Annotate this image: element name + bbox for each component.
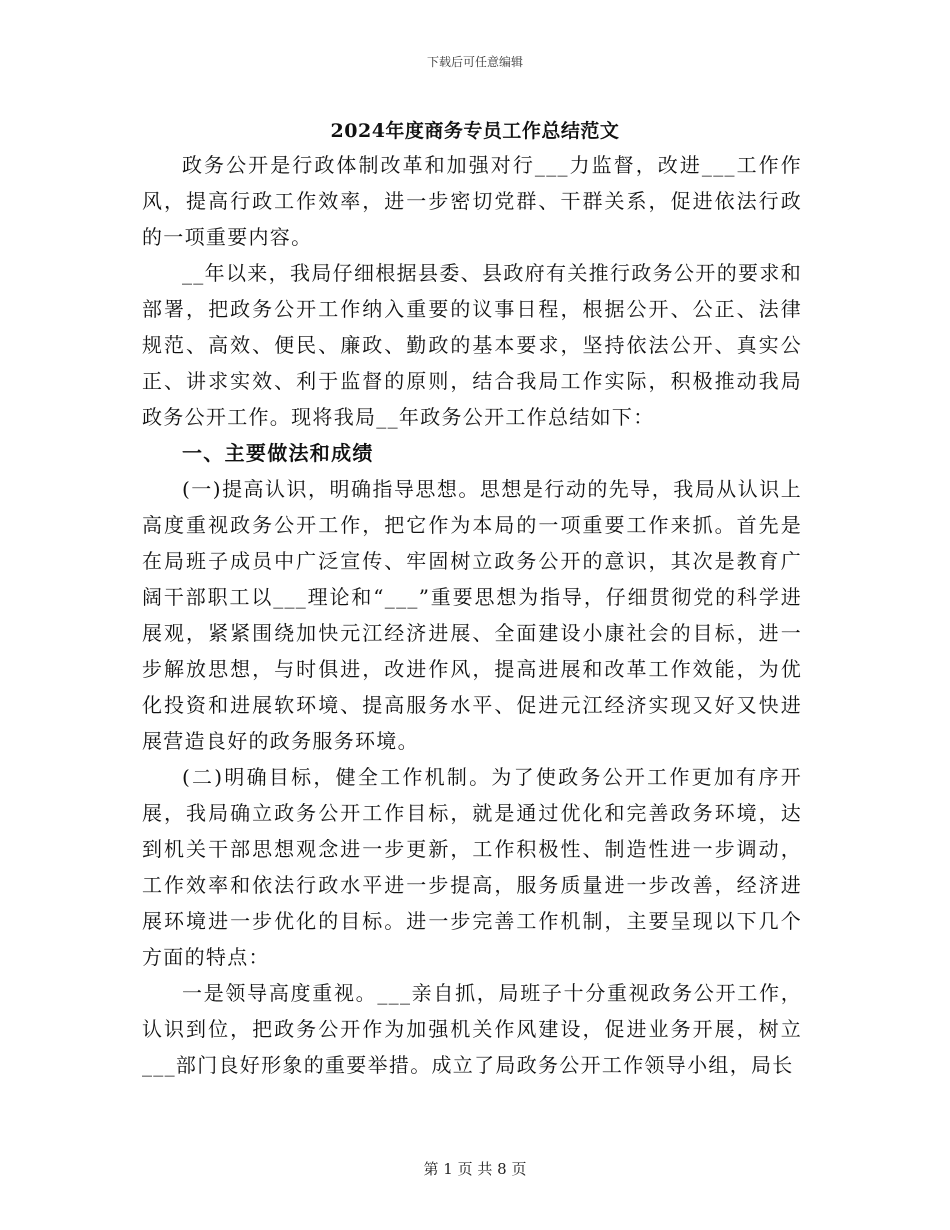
document-title: 2024年度商务专员工作总结范文 [330, 120, 620, 142]
page-number: 第 1 页 共 8 页 [423, 1160, 527, 1178]
paragraph-overview: __年以来，我局仔细根据县委、县政府有关推行政务公开的要求和部署，把政务公开工作纳入重要的议事日程，根据公开、公正、法律规范、高效、便民、廉政、勤政的基本要求，坚持依法公开、真实公正、讲求实效、利于监督的原则，结合我局工作实际，积极推动我局政务公开工作。现将我局__年政务公开工作总结如下： [142, 261, 802, 429]
paragraph-intro: 政务公开是行政体制改革和加强对行___力监督，改进___工作作风，提高行政工作效率，进一步密切党群、干群关系，促进依法行政的一项重要内容。 [142, 153, 802, 249]
page-header-note: 下载后可任意编辑 [426, 55, 523, 69]
paragraph-point-2: (二)明确目标，健全工作机制。为了使政务公开工作更加有序开展，我局确立政务公开工作目标，就是通过优化和完善政务环境，达到机关干部思想观念进一步更新，工作积极性、制造性进一步调动，工作效率和依法行政水平进一步提高，服务质量进一步改善，经济进展环境进一步优化的目标。进一步完善工作机制，主要呈现以下几个方面的特点： [142, 765, 802, 969]
paragraph-leadership: 一是领导高度重视。___亲自抓，局班子十分重视政务公开工作，认识到位，把政务公开作为加强机关作风建设，促进业务开展，树立___部门良好形象的重要举措。成立了局政务公开工作领导小组，局长 [142, 981, 802, 1077]
section-heading: 一、主要做法和成绩 [182, 441, 374, 465]
document-body [142, 147, 802, 1083]
paragraph-point-1: (一)提高认识，明确指导思想。思想是行动的先导，我局从认识上高度重视政务公开工作，把它作为本局的一项重要工作来抓。首先是在局班子成员中广泛宣传、牢固树立政务公开的意识，其次是教育广阔干部职工以___理论和“___”重要思想为指导，仔细贯彻党的科学进展观，紧紧围绕加快元江经济进展、全面建设小康社会的目标，进一步解放思想，与时俱进，改进作风，提高进展和改革工作效能，为优化投资和进展软环境、提高服务水平、促进元江经济实现又好又快进展营造良好的政务服务环境。 [142, 477, 802, 753]
